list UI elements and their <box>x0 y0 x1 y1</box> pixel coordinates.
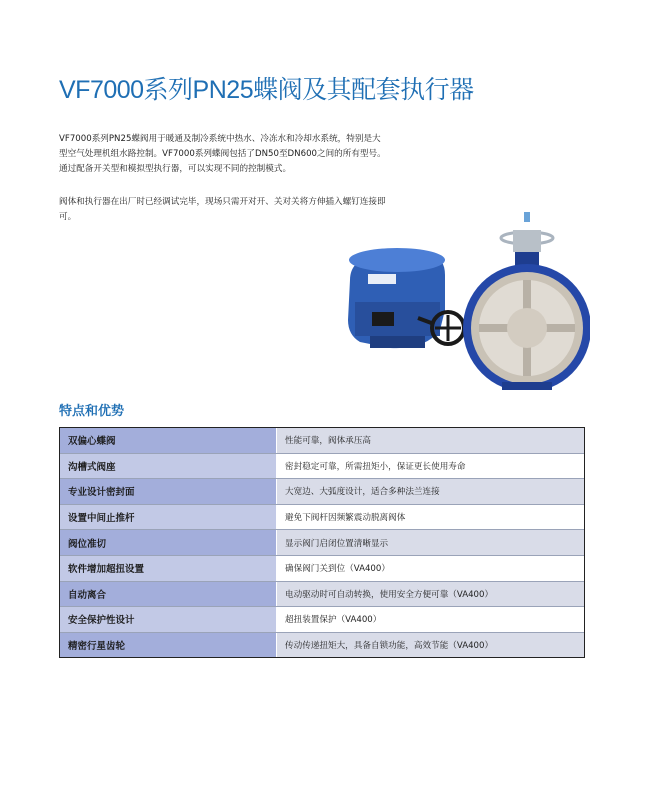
page-title: VF7000系列PN25蝶阀及其配套执行器 <box>59 76 474 104</box>
table-row <box>60 454 584 480</box>
feature-name: 专业设计密封面 <box>60 479 277 504</box>
feature-benefit: 密封稳定可靠，所需扭矩小，保证更长使用寿命 <box>277 454 584 479</box>
feature-benefit: 显示阀门启闭位置清晰显示 <box>277 530 584 555</box>
table-row <box>60 556 584 582</box>
feature-benefit: 超扭装置保护（VA400） <box>277 607 584 632</box>
features-table <box>59 427 585 658</box>
intro-paragraph: VF7000系列PN25蝶阀用于暖通及制冷系统中热水、冷冻水和冷却水系统，特别是大型空气处理机组水路控制。VF7000系列蝶阀包括了DN50至DN600之间的所有型号。通过配备开关型和模拟型执行器，可以实现不同的控制模式。 <box>59 134 386 174</box>
install-paragraph: 阀体和执行器在出厂时已经调试完毕，现场只需开对开、关对关将方伸插入螺钉连接即可。 <box>59 197 386 222</box>
feature-benefit: 确保阀门关到位（VA400） <box>277 556 584 581</box>
feature-name: 阀位准切 <box>60 530 277 555</box>
table-row <box>60 479 584 505</box>
feature-name: 安全保护性设计 <box>60 607 277 632</box>
feature-name: 精密行星齿轮 <box>60 633 277 658</box>
electric-actuator-image <box>348 248 464 348</box>
feature-benefit: 大宽边、大弧度设计，适合多种法兰连接 <box>277 479 584 504</box>
feature-name: 双偏心蝶阀 <box>60 428 277 453</box>
product-images <box>330 210 590 390</box>
features-heading: 特点和优势 <box>59 404 125 419</box>
feature-name: 软件增加超扭设置 <box>60 556 277 581</box>
feature-benefit: 性能可靠，阀体承压高 <box>277 428 584 453</box>
table-row <box>60 428 584 454</box>
butterfly-valve-image <box>463 212 590 390</box>
table-row <box>60 505 584 531</box>
feature-benefit: 电动驱动时可自动转换，使用安全方便可靠（VA400） <box>277 582 584 607</box>
table-row <box>60 530 584 556</box>
table-row <box>60 582 584 608</box>
table-row <box>60 607 584 633</box>
table-row <box>60 633 584 658</box>
feature-name: 设置中间止推杆 <box>60 505 277 530</box>
feature-name: 自动离合 <box>60 582 277 607</box>
feature-benefit: 传动传递扭矩大，具备自锁功能，高效节能（VA400） <box>277 633 584 658</box>
feature-name: 沟槽式阀座 <box>60 454 277 479</box>
feature-benefit: 避免下阀杆因频繁震动脱离阀体 <box>277 505 584 530</box>
